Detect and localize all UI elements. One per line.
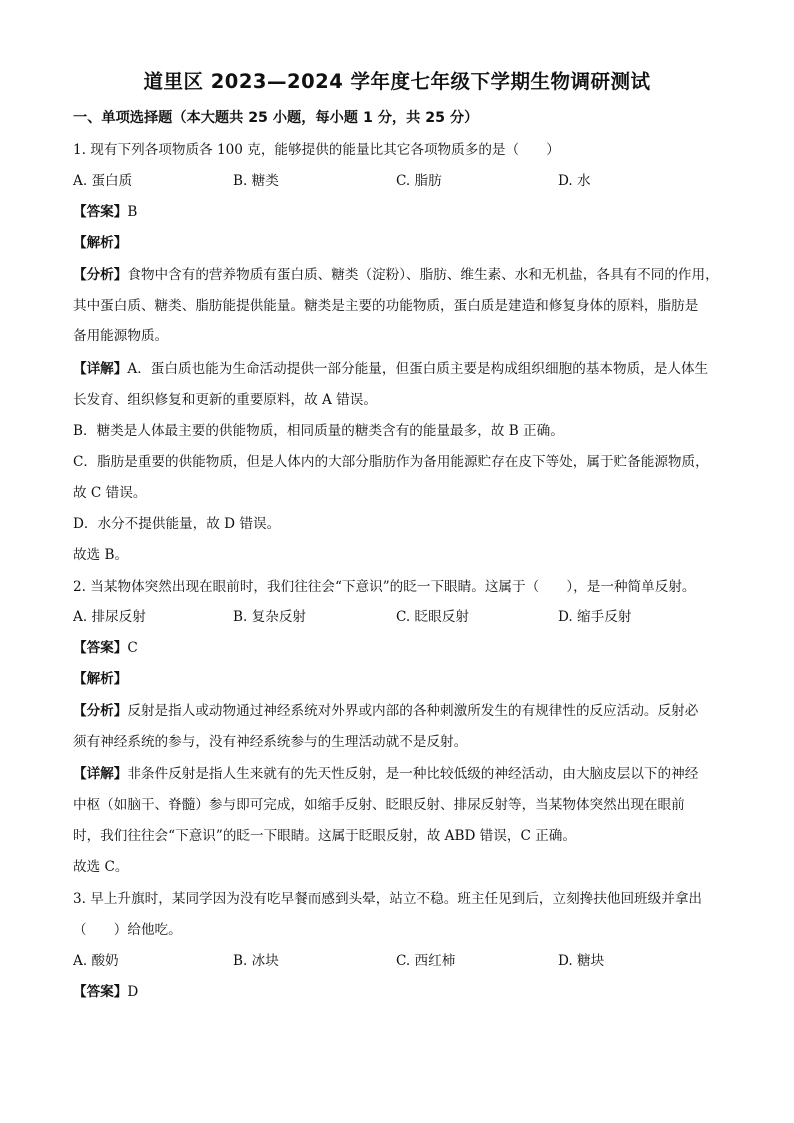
xiangjie-tag: 【详解】 [73,766,128,782]
q2-option-a: A. 排尿反射 [73,609,146,625]
q2-fenxi-line2: 须有神经系统的参与，没有神经系统参与的生理活动就不是反射。 [73,734,468,750]
q1-stem: 1. 现有下列各项物质各 100 克，能够提供的能量比其它各项物质多的是（ ） [73,142,560,158]
q1-fenxi-line2: 其中蛋白质、糖类、脂肪能提供能量。糖类是主要的功能物质，蛋白质是建造和修复身体的原料，脂肪是 [73,298,699,314]
q1-xiangjie-line2: 长发育、组织修复和更新的重要原料，故 A 错误。 [73,392,377,408]
q1-option-b: B. 糖类 [233,173,279,189]
q1-option-a: A. 蛋白质 [73,173,133,189]
answer-tag: 【答案】 [73,640,128,656]
fenxi-tag: 【分析】 [73,267,128,283]
q3-option-b: B. 冰块 [233,953,279,969]
q2-xiangjie-line2: 中枢（如脑干、脊髓）参与即可完成，如缩手反射、眨眼反射、排尿反射等，当某物体突然出现在眼前 [73,797,685,813]
q2-fenxi [73,701,698,721]
q1-option-c: C. 脂肪 [396,173,442,189]
answer-value: B [127,204,138,220]
q1-fenxi-line3: 备用能源物质。 [73,328,169,344]
q1-option-d: D. 水 [558,173,591,189]
q2-stem: 2. 当某物体突然出现在眼前时，我们往往会“下意识”的眨一下眼睛。这属于（ ），是一种简单反射。 [73,579,696,595]
answer-value: C [127,640,138,656]
q2-xiangjie-line3: 时，我们往往会“下意识”的眨一下眼睛。这属于眨眼反射，故 ABD 错误，C 正确。 [73,828,576,844]
q3-option-c: C. 西红柿 [396,953,456,969]
q1-answer [73,202,137,222]
q1-xiangjie-line4: C．脂肪是重要的供能物质，但是人体内的大部分脂肪作为备用能源贮存在皮下等处，属于贮备能源物质， [73,454,709,470]
section-heading: 一、单项选择题（本大题共 25 小题，每小题 1 分，共 25 分） [73,110,479,126]
q2-jiexi-tag: 【解析】 [73,671,128,687]
xiangjie-tag: 【详解】 [73,361,128,377]
q1-conclusion: 故选 B。 [73,547,129,563]
answer-tag: 【答案】 [73,984,128,1000]
q1-fenxi [73,265,719,285]
q3-stem: 3. 早上升旗时，某同学因为没有吃早餐而感到头晕，站立不稳。班主任见到后，立刻搀扶他回班级并拿出 [73,891,703,907]
answer-value: D [127,984,139,1000]
xiangjie-text: 非条件反射是指人生来就有的先天性反射，是一种比较低级的神经活动，由大脑皮层以下的神经 [127,766,699,782]
q1-xiangjie-line3: B．糖类是人体最主要的供能物质，相同质量的糖类含有的能量最多，故 B 正确。 [73,423,564,439]
q1-xiangjie [73,359,708,379]
fenxi-text: 食物中含有的营养物质有蛋白质、糖类（淀粉）、脂肪、维生素、水和无机盐，各具有不同的作用， [127,267,719,283]
q3-answer [73,982,138,1002]
fenxi-tag: 【分析】 [73,703,128,719]
q2-xiangjie [73,764,698,784]
q1-xiangjie-line5: 故 C 错误。 [73,485,147,501]
q1-jiexi-tag: 【解析】 [73,235,128,251]
q2-conclusion: 故选 C。 [73,859,129,875]
q2-option-c: C. 眨眼反射 [396,609,469,625]
xiangjie-text: A．蛋白质也能为生命活动提供一部分能量，但蛋白质主要是构成组织细胞的基本物质，是人体生 [127,361,709,377]
answer-tag: 【答案】 [73,204,128,220]
q2-option-d: D. 缩手反射 [558,609,632,625]
page-title: 道里区 2023—2024 学年度七年级下学期生物调研测试 [143,70,651,93]
q2-option-b: B. 复杂反射 [233,609,307,625]
q2-answer [73,638,138,658]
q3-option-a: A. 酸奶 [73,953,119,969]
q3-option-d: D. 糖块 [558,953,605,969]
q3-stem-line2: （ ）给他吃。 [73,922,182,938]
fenxi-text: 反射是指人或动物通过神经系统对外界或内部的各种刺激所发生的有规律性的反应活动。反射必 [127,703,699,719]
q1-xiangjie-line6: D．水分不提供能量，故 D 错误。 [73,516,281,532]
